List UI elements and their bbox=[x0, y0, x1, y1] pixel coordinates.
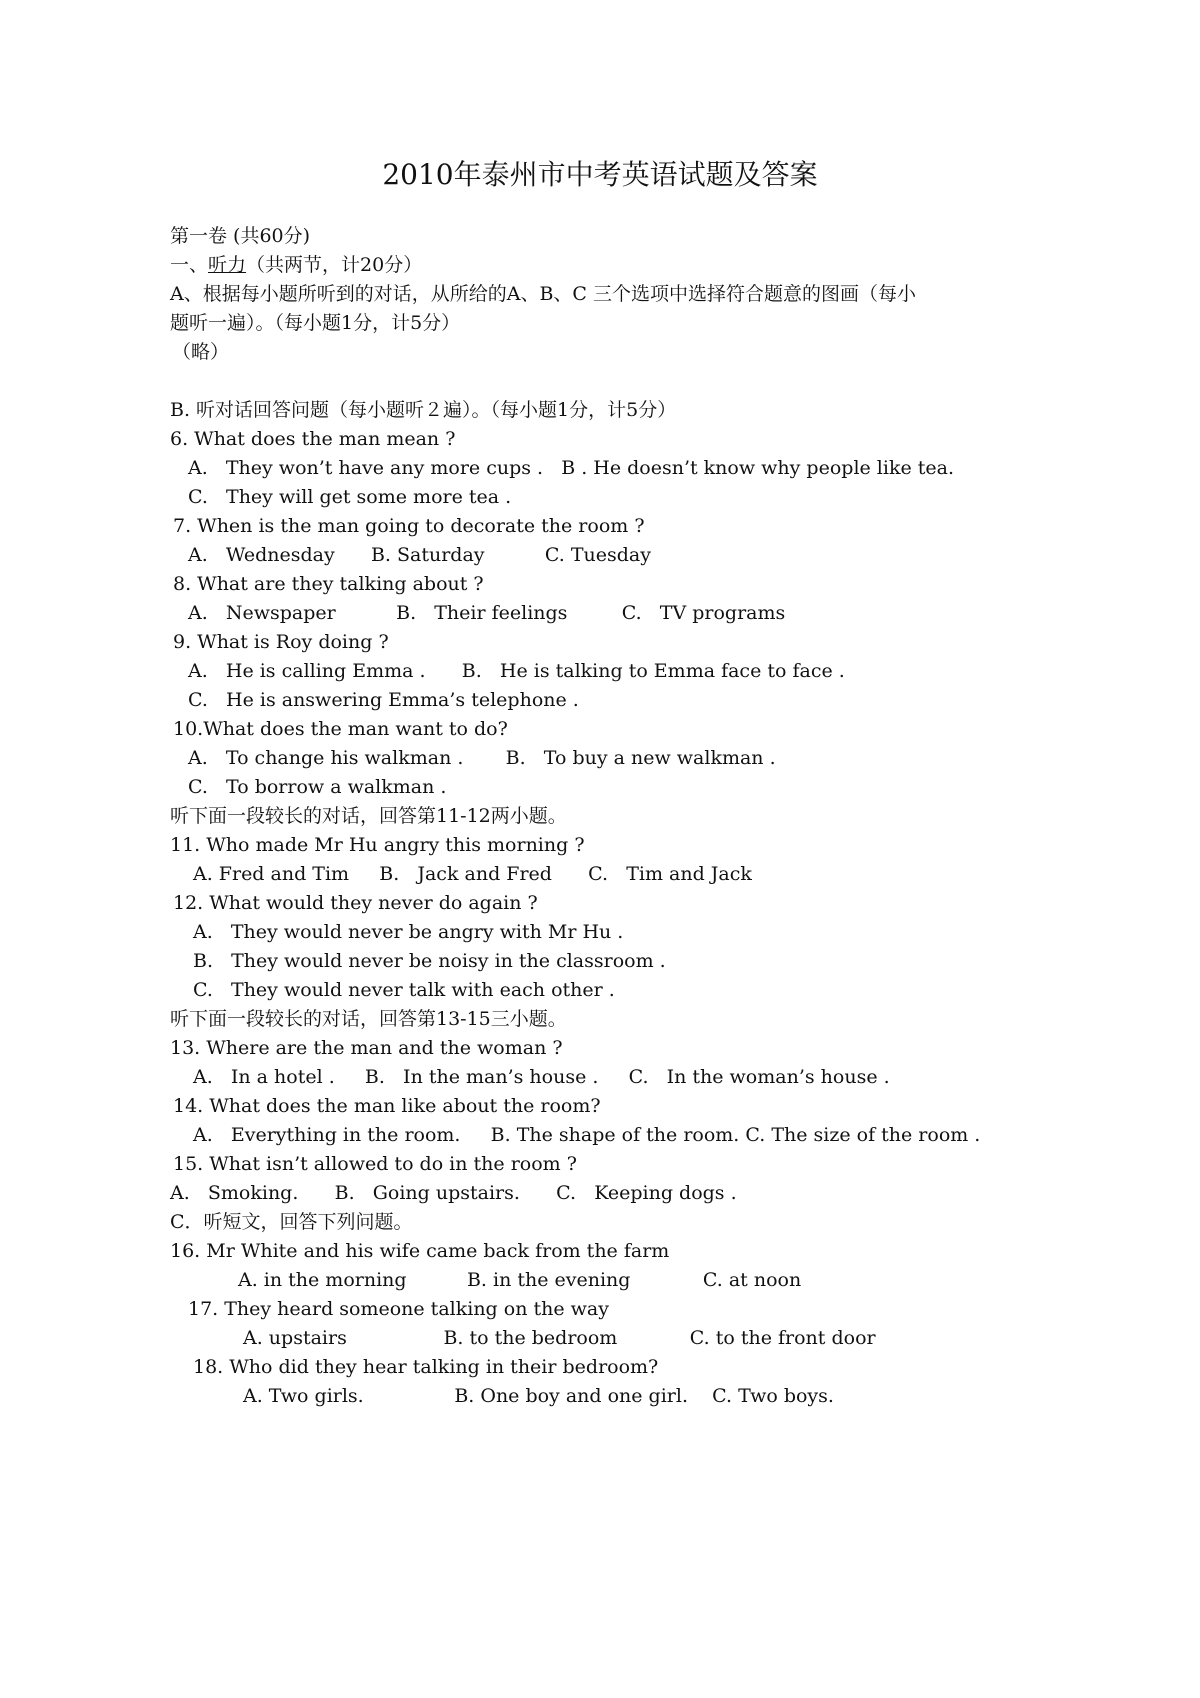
question-9: 9. What is Roy doing ? bbox=[173, 631, 389, 653]
question-8: 8. What are they talking about ? bbox=[173, 573, 484, 595]
question-12: 12. What would they never do again ? bbox=[173, 892, 538, 914]
question-7: 7. When is the man going to decorate the room ? bbox=[173, 515, 645, 537]
question-18-options: A. Two girls. B. One boy and one girl. C. Two boys. bbox=[243, 1385, 834, 1407]
question-10-options-1: A. To change his walkman . B. To buy a new walkman . bbox=[188, 747, 776, 769]
question-15-options: A. Smoking. B. Going upstairs. C. Keeping dogs . bbox=[170, 1182, 737, 1204]
question-9-options-2: C. He is answering Emma’s telephone . bbox=[188, 689, 579, 711]
long-dialogue-note-1: 听下面一段较长的对话，回答第11-12两小题。 bbox=[170, 805, 567, 827]
question-18: 18. Who did they hear talking in their bedroom? bbox=[193, 1356, 659, 1378]
instruction-c: C．听短文，回答下列问题。 bbox=[170, 1211, 413, 1233]
question-13: 13. Where are the man and the woman ? bbox=[170, 1037, 563, 1059]
section-suffix: （共两节，计20分） bbox=[246, 254, 423, 276]
question-16-options: A. in the morning B. in the evening C. at noon bbox=[238, 1269, 802, 1291]
question-16: 16. Mr White and his wife came back from the farm bbox=[170, 1240, 670, 1262]
question-10: 10.What does the man want to do? bbox=[173, 718, 508, 740]
question-12-options-1: A. They would never be angry with Mr Hu . bbox=[193, 921, 624, 943]
question-6-options-1: A. They won’t have any more cups . B . He doesn’t know why people like tea. bbox=[188, 457, 955, 479]
question-15: 15. What isn’t allowed to do in the room ? bbox=[173, 1153, 577, 1175]
question-9-options-1: A. He is calling Emma . B. He is talking to Emma face to face . bbox=[188, 660, 845, 682]
question-10-options-2: C. To borrow a walkman . bbox=[188, 776, 447, 798]
question-8-options: A. Newspaper B. Their feelings C. TV programs bbox=[188, 602, 786, 624]
question-6: 6. What does the man mean ? bbox=[170, 428, 456, 450]
section-underlined: 听力 bbox=[208, 254, 247, 276]
question-14: 14. What does the man like about the room? bbox=[173, 1095, 601, 1117]
question-13-options: A. In a hotel . B. In the man’s house . C. In the woman’s house . bbox=[193, 1066, 890, 1088]
question-12-options-3: C. They would never talk with each other . bbox=[193, 979, 615, 1001]
question-11-options: A. Fred and Tim B. Jack and Fred C. Tim and Jack bbox=[193, 863, 752, 885]
question-17: 17. They heard someone talking on the way bbox=[188, 1298, 609, 1320]
question-6-options-2: C. They will get some more tea . bbox=[188, 486, 512, 508]
omitted-note: （略） bbox=[172, 341, 230, 363]
question-11: 11. Who made Mr Hu angry this morning ? bbox=[170, 834, 585, 856]
section-prefix: 一、 bbox=[170, 254, 209, 276]
instruction-a-line1: A、根据每小题所听到的对话，从所给的A、B、C 三个选项中选择符合题意的图画（每小 bbox=[170, 283, 916, 305]
instruction-a-line2: 题听一遍）。（每小题1分，计5分） bbox=[170, 312, 461, 334]
long-dialogue-note-2: 听下面一段较长的对话，回答第13-15三小题。 bbox=[170, 1008, 567, 1030]
instruction-b: B. 听对话回答问题（每小题听２遍）。（每小题1分，计5分） bbox=[170, 399, 677, 421]
part-heading: 第一卷 (共60分) bbox=[170, 225, 311, 247]
question-12-options-2: B. They would never be noisy in the classroom . bbox=[193, 950, 666, 972]
section-heading bbox=[170, 253, 422, 277]
question-17-options: A. upstairs B. to the bedroom C. to the front door bbox=[243, 1327, 876, 1349]
question-7-options: A. Wednesday B. Saturday C. Tuesday bbox=[188, 544, 651, 566]
question-14-options: A. Everything in the room. B. The shape of the room. C. The size of the room . bbox=[193, 1124, 981, 1146]
page-title: 2010年泰州市中考英语试题及答案 bbox=[382, 158, 818, 191]
